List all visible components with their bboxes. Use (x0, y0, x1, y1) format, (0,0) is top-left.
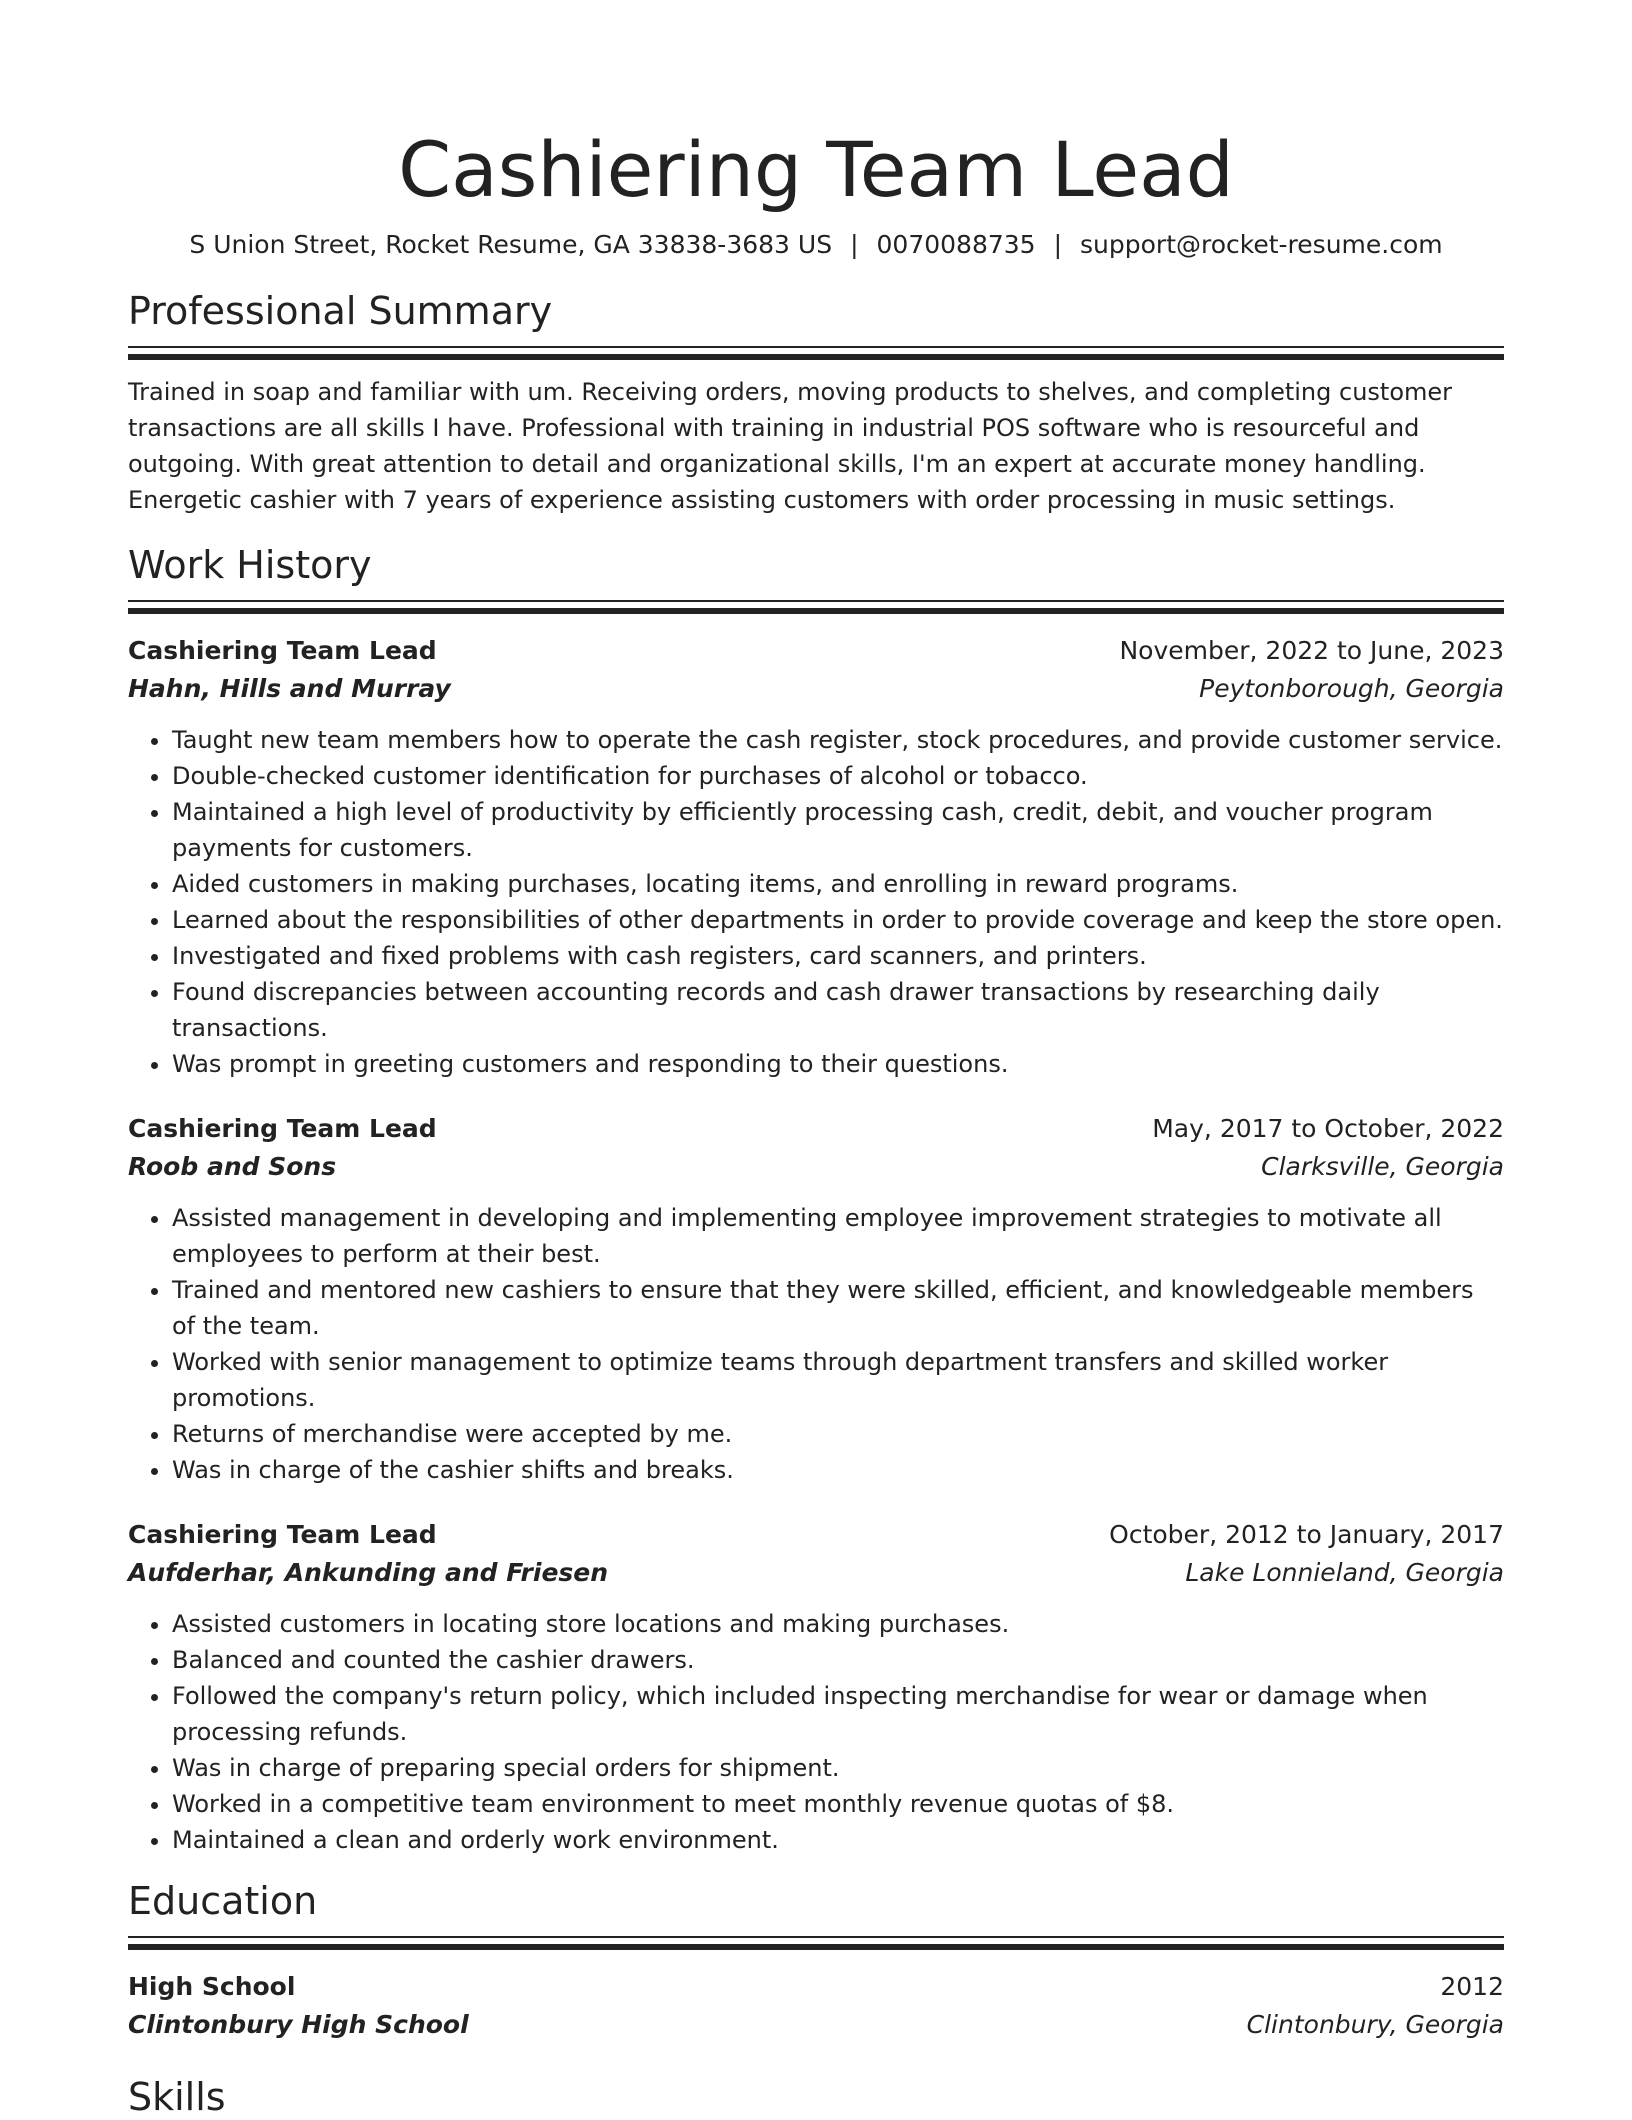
contact-address: S Union Street, Rocket Resume, GA 33838-3683 US (189, 230, 833, 259)
bullet-item: • Worked in a competitive team environment to meet monthly revenue quotas of $8. (172, 1786, 1504, 1822)
education-location: Clintonbury, Georgia (1246, 2010, 1504, 2039)
job-header-row (128, 1110, 1504, 1148)
job-bullets (128, 1606, 1504, 1858)
bullet-item: • Double-checked customer identification for purchases of alcohol or tobacco. (172, 758, 1504, 794)
section-rule (128, 346, 1504, 348)
job-company-row (128, 1148, 1504, 1186)
education-school-row (128, 2006, 1504, 2044)
job-title: Cashiering Team Lead (128, 636, 437, 665)
bullet-item: • Taught new team members how to operate the cash register, stock procedures, and provide customer service. (172, 722, 1504, 758)
education-header-row (128, 1968, 1504, 2006)
summary-text: Trained in soap and familiar with um. Receiving orders, moving products to shelves, and completing customer transactions are all skills I have. Professional with training in industrial POS software who is resourceful and outgoing. With great attention to detail and organizational skills, I'm an expert at accurate money handling. Energetic cashier with 7 years of experience assisting customers with order processing in music settings. (128, 378, 1453, 514)
section-rule (128, 1936, 1504, 1938)
job-dates: November, 2022 to June, 2023 (1119, 636, 1504, 665)
section-rule-thick (128, 608, 1504, 614)
section-rule-thick (128, 354, 1504, 360)
education-heading: Education (128, 1879, 318, 1923)
summary-section (128, 288, 1504, 518)
job-company-row (128, 670, 1504, 708)
resume-name: Cashiering Team Lead (398, 125, 1234, 214)
bullet-item: • Was in charge of the cashier shifts and breaks. (172, 1452, 1504, 1488)
bullet-item: • Worked with senior management to optimize teams through department transfers and skilled worker promotions. (172, 1344, 1504, 1416)
bullet-item: • Assisted customers in locating store locations and making purchases. (172, 1606, 1504, 1642)
job-company: Aufderhar, Ankunding and Friesen (128, 1558, 609, 1587)
contact-separator: | (850, 230, 859, 259)
job-dates: October, 2012 to January, 2017 (1109, 1520, 1504, 1549)
bullet-item: • Maintained a high level of productivity by efficiently processing cash, credit, debit, and voucher program payments for customers. (172, 794, 1504, 866)
section-rule (128, 600, 1504, 602)
bullet-item: • Trained and mentored new cashiers to ensure that they were skilled, efficient, and knowledgeable members of the team. (172, 1272, 1504, 1344)
education-entry (128, 1968, 1504, 2044)
job-entry (128, 1110, 1504, 1488)
bullet-item: • Balanced and counted the cashier drawers. (172, 1642, 1504, 1678)
job-bullets (128, 1200, 1504, 1488)
education-year: 2012 (1440, 1972, 1504, 2001)
bullet-item: • Assisted management in developing and implementing employee improvement strategies to motivate all employees to perform at their best. (172, 1200, 1504, 1272)
skills-heading: Skills (128, 2075, 226, 2119)
education-degree: High School (128, 1972, 296, 2001)
contact-email: support@rocket-resume.com (1080, 230, 1443, 259)
job-bullets (128, 722, 1504, 1082)
work-history-section (128, 542, 1504, 1858)
section-rule-thick (128, 1944, 1504, 1950)
job-location: Clarksville, Georgia (1261, 1152, 1504, 1181)
bullet-item: • Investigated and fixed problems with cash registers, card scanners, and printers. (172, 938, 1504, 974)
job-header-row (128, 632, 1504, 670)
bullet-item: • Aided customers in making purchases, locating items, and enrolling in reward programs. (172, 866, 1504, 902)
education-section (128, 1878, 1504, 2044)
job-entry (128, 632, 1504, 1082)
job-title: Cashiering Team Lead (128, 1114, 437, 1143)
job-entry (128, 1516, 1504, 1858)
education-school: Clintonbury High School (128, 2010, 469, 2039)
bullet-item: • Learned about the responsibilities of other departments in order to provide coverage and keep the store open. (172, 902, 1504, 938)
job-company-row (128, 1554, 1504, 1592)
bullet-item: • Was prompt in greeting customers and responding to their questions. (172, 1046, 1504, 1082)
job-company: Roob and Sons (128, 1152, 337, 1181)
contact-separator: | (1053, 230, 1063, 259)
bullet-item: • Was in charge of preparing special orders for shipment. (172, 1750, 1504, 1786)
job-location: Lake Lonnieland, Georgia (1185, 1558, 1504, 1587)
bullet-item: • Maintained a clean and orderly work environment. (172, 1822, 1504, 1858)
contact-line (128, 228, 1504, 262)
bullet-item: • Followed the company's return policy, which included inspecting merchandise for wear or damage when processing refunds. (172, 1678, 1504, 1750)
resume-page (128, 0, 1504, 2120)
job-dates: May, 2017 to October, 2022 (1152, 1114, 1504, 1143)
job-company: Hahn, Hills and Murray (128, 674, 451, 703)
work-history-heading: Work History (128, 543, 372, 587)
job-header-row (128, 1516, 1504, 1554)
job-title: Cashiering Team Lead (128, 1520, 437, 1549)
summary-heading: Professional Summary (128, 289, 553, 333)
skills-section (128, 2074, 1504, 2120)
bullet-item: • Found discrepancies between accounting records and cash drawer transactions by researching daily transactions. (172, 974, 1504, 1046)
bullet-item: • Returns of merchandise were accepted by me. (172, 1416, 1504, 1452)
job-location: Peytonborough, Georgia (1199, 674, 1504, 703)
contact-phone: 0070088735 (876, 230, 1036, 259)
